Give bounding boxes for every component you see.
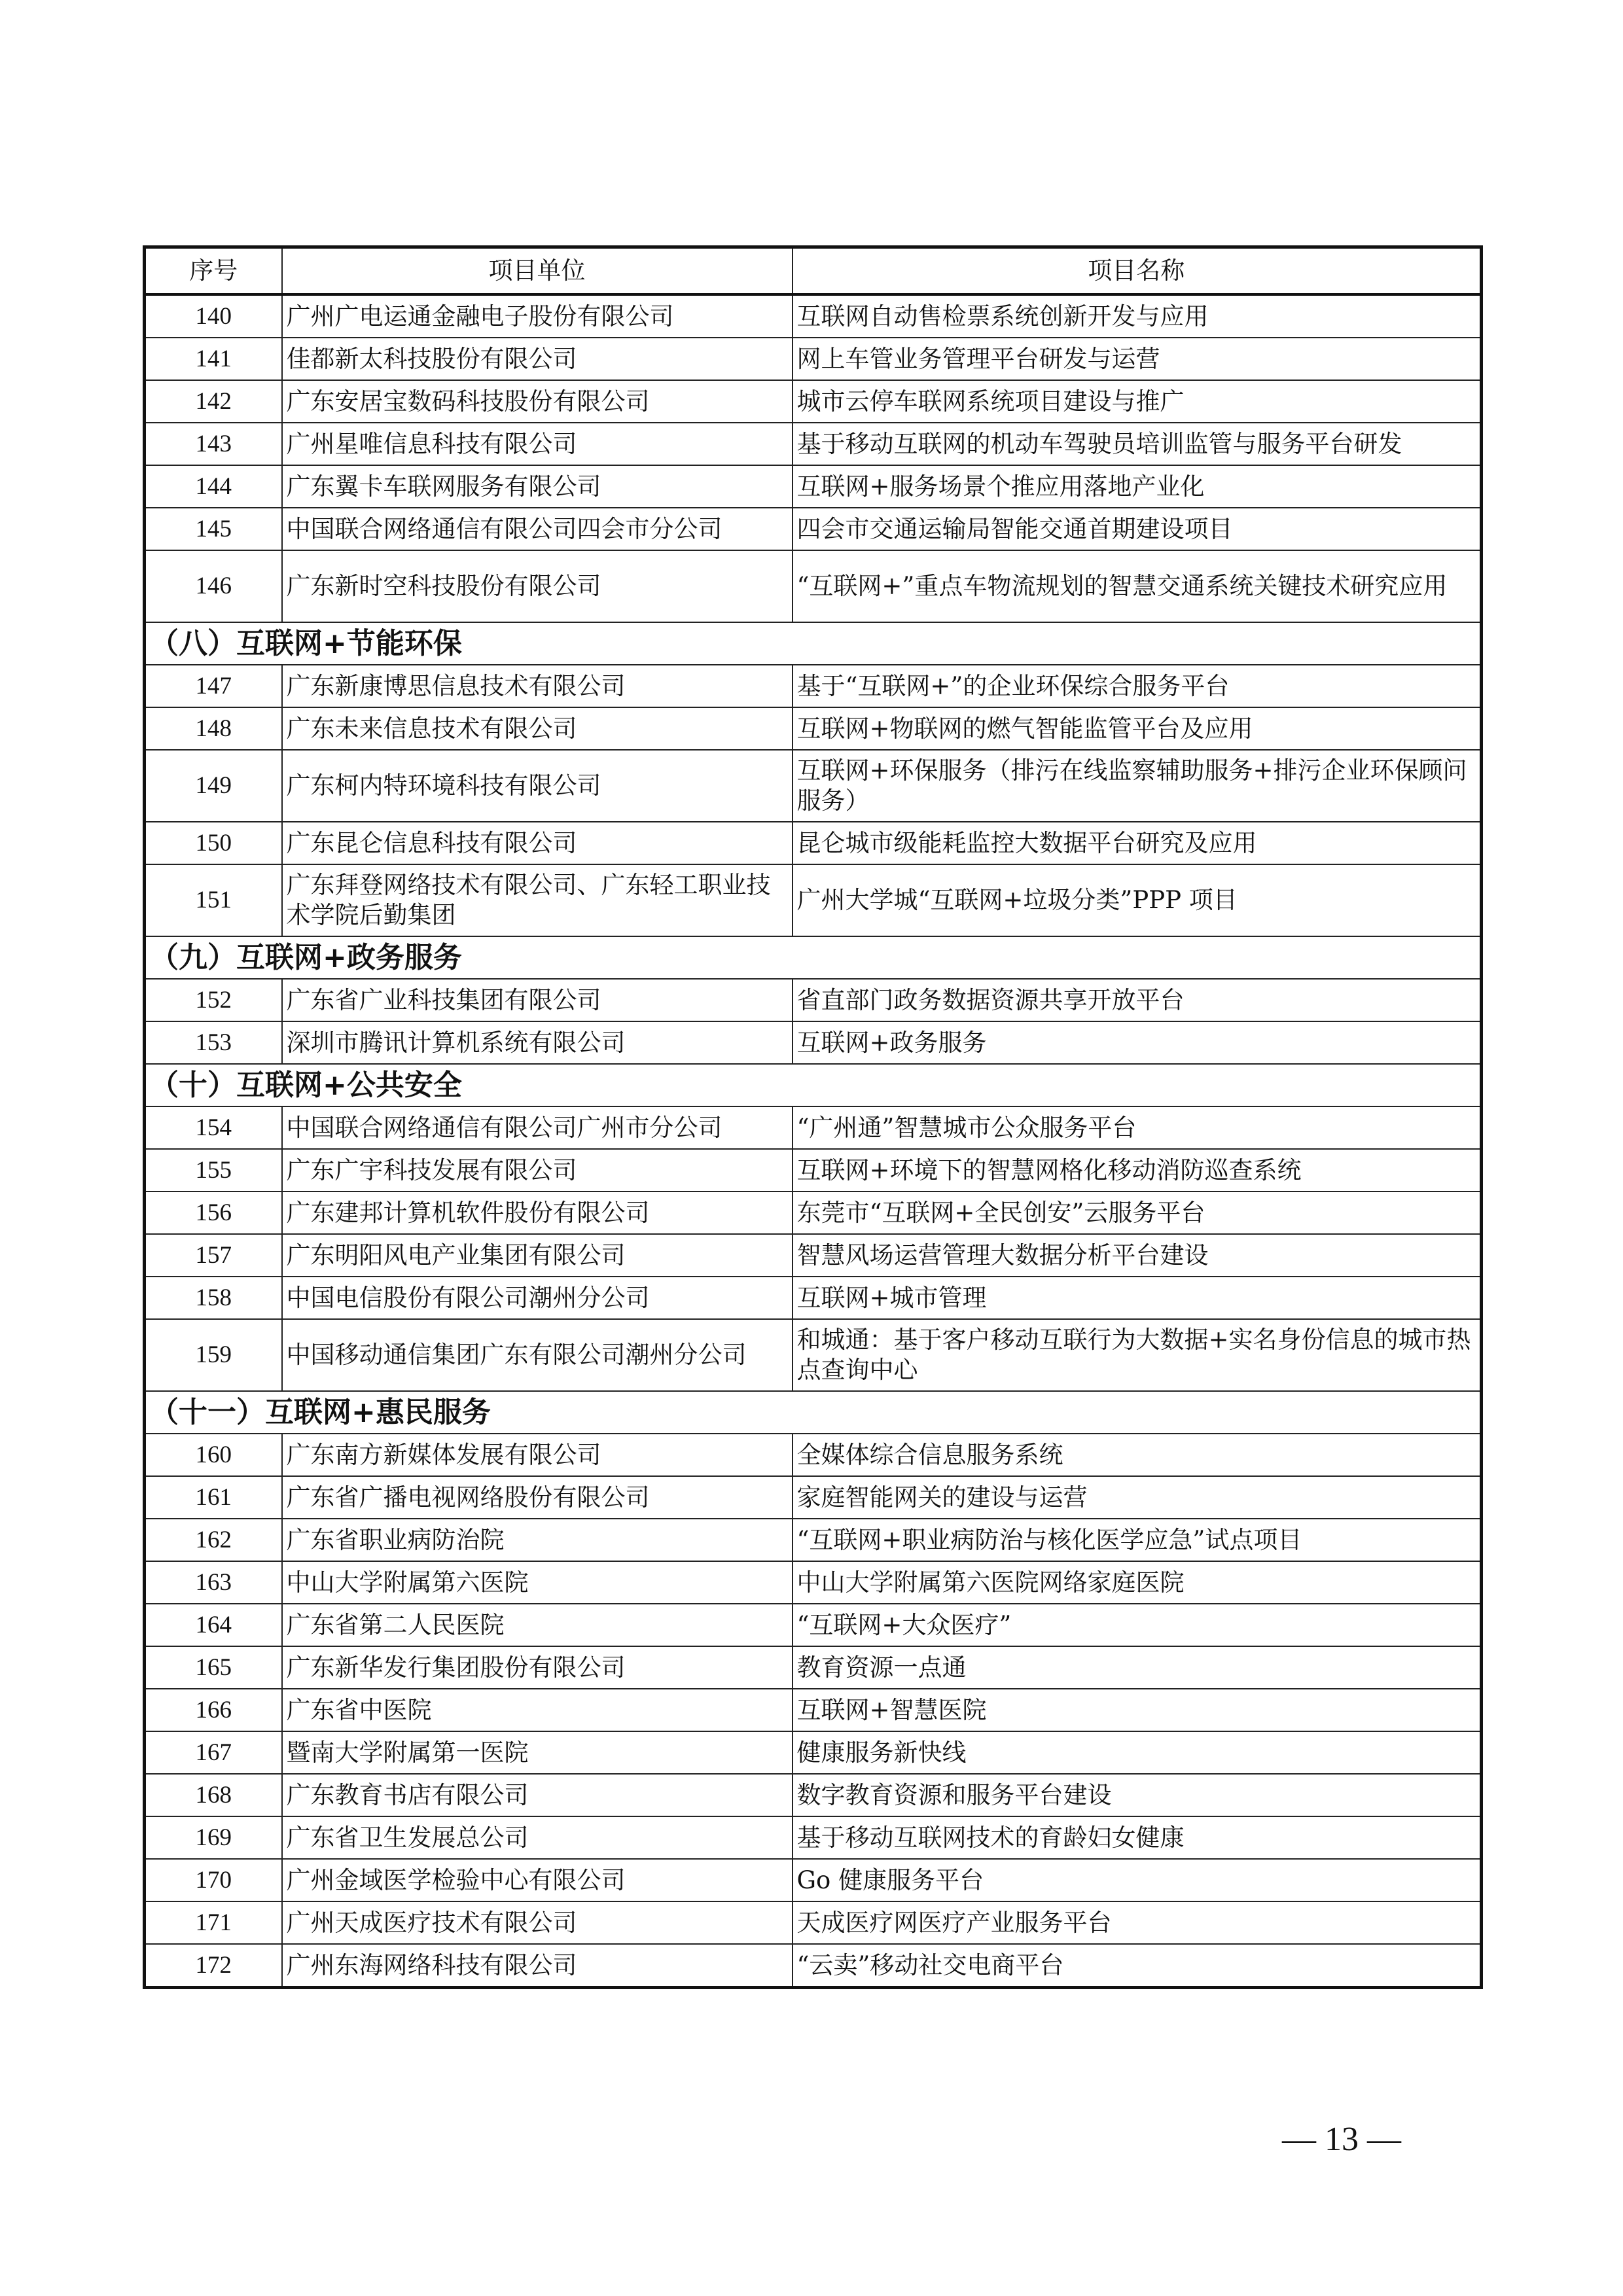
serial-number-cell: 167 [145, 1731, 282, 1774]
project-name-cell: 四会市交通运输局智能交通首期建设项目 [793, 508, 1482, 550]
project-name-cell: 数字教育资源和服务平台建设 [793, 1774, 1482, 1816]
section-title: （十）互联网+公共安全 [145, 1064, 1482, 1106]
serial-number-cell: 154 [145, 1106, 282, 1149]
section-header-row [145, 936, 1482, 979]
project-name-cell: 教育资源一点通 [793, 1646, 1482, 1689]
table-row [145, 1149, 1482, 1192]
table-row [145, 979, 1482, 1021]
project-unit-cell: 广东南方新媒体发展有限公司 [282, 1434, 793, 1476]
table-row [145, 1434, 1482, 1476]
project-unit-cell: 广东省中医院 [282, 1689, 793, 1731]
project-name-cell: “互联网+大众医疗” [793, 1604, 1482, 1646]
project-unit-cell: 广东省职业病防治院 [282, 1519, 793, 1561]
header-serial: 序号 [145, 247, 282, 295]
project-unit-cell: 广东柯内特环境科技有限公司 [282, 750, 793, 822]
serial-number-cell: 170 [145, 1859, 282, 1901]
serial-number-cell: 149 [145, 750, 282, 822]
project-name-cell: 广州大学城“互联网+垃圾分类”PPP 项目 [793, 864, 1482, 936]
project-name-cell: 全媒体综合信息服务系统 [793, 1434, 1482, 1476]
section-title: （十一）互联网+惠民服务 [145, 1391, 1482, 1434]
serial-number-cell: 153 [145, 1021, 282, 1064]
project-name-cell: Go 健康服务平台 [793, 1859, 1482, 1901]
project-name-cell: 互联网+智慧医院 [793, 1689, 1482, 1731]
project-unit-cell: 中国移动通信集团广东有限公司潮州分公司 [282, 1319, 793, 1391]
table-row [145, 423, 1482, 465]
project-unit-cell: 广东省卫生发展总公司 [282, 1816, 793, 1859]
table-row [145, 1944, 1482, 1988]
table-row [145, 1192, 1482, 1234]
table-row [145, 1689, 1482, 1731]
serial-number-cell: 141 [145, 338, 282, 380]
serial-number-cell: 151 [145, 864, 282, 936]
project-unit-cell: 广东新康博思信息技术有限公司 [282, 665, 793, 707]
table-row [145, 1731, 1482, 1774]
table-row [145, 465, 1482, 508]
table-row [145, 1901, 1482, 1944]
serial-number-cell: 152 [145, 979, 282, 1021]
table-row [145, 1519, 1482, 1561]
section-title: （八）互联网+节能环保 [145, 622, 1482, 665]
serial-number-cell: 163 [145, 1561, 282, 1604]
project-unit-cell: 广东省第二人民医院 [282, 1604, 793, 1646]
table-row [145, 550, 1482, 622]
serial-number-cell: 157 [145, 1234, 282, 1277]
table-row [145, 1774, 1482, 1816]
project-name-cell: 基于“互联网+”的企业环保综合服务平台 [793, 665, 1482, 707]
serial-number-cell: 155 [145, 1149, 282, 1192]
table-row [145, 1277, 1482, 1319]
serial-number-cell: 147 [145, 665, 282, 707]
table-row [145, 750, 1482, 822]
project-name-cell: “云卖”移动社交电商平台 [793, 1944, 1482, 1988]
serial-number-cell: 172 [145, 1944, 282, 1988]
header-unit: 项目单位 [282, 247, 793, 295]
project-name-cell: 互联网+环保服务（排污在线监察辅助服务+排污企业环保顾问服务） [793, 750, 1482, 822]
table-row [145, 665, 1482, 707]
project-unit-cell: 广东新华发行集团股份有限公司 [282, 1646, 793, 1689]
project-name-cell: 家庭智能网关的建设与运营 [793, 1476, 1482, 1519]
table-row [145, 822, 1482, 864]
serial-number-cell: 162 [145, 1519, 282, 1561]
table-row [145, 1319, 1482, 1391]
table-row [145, 864, 1482, 936]
project-unit-cell: 中国电信股份有限公司潮州分公司 [282, 1277, 793, 1319]
project-unit-cell: 广州星唯信息科技有限公司 [282, 423, 793, 465]
table-row [145, 707, 1482, 750]
project-name-cell: 省直部门政务数据资源共享开放平台 [793, 979, 1482, 1021]
table-row [145, 1816, 1482, 1859]
table-row [145, 380, 1482, 423]
serial-number-cell: 160 [145, 1434, 282, 1476]
header-project-name: 项目名称 [793, 247, 1482, 295]
project-unit-cell: 深圳市腾讯计算机系统有限公司 [282, 1021, 793, 1064]
serial-number-cell: 166 [145, 1689, 282, 1731]
project-name-cell: 互联网+政务服务 [793, 1021, 1482, 1064]
serial-number-cell: 156 [145, 1192, 282, 1234]
project-unit-cell: 广东明阳风电产业集团有限公司 [282, 1234, 793, 1277]
serial-number-cell: 165 [145, 1646, 282, 1689]
serial-number-cell: 171 [145, 1901, 282, 1944]
table-row [145, 1859, 1482, 1901]
section-title: （九）互联网+政务服务 [145, 936, 1482, 979]
serial-number-cell: 169 [145, 1816, 282, 1859]
project-name-cell: 东莞市“互联网+全民创安”云服务平台 [793, 1192, 1482, 1234]
project-name-cell: “互联网+职业病防治与核化医学应急”试点项目 [793, 1519, 1482, 1561]
table-body [145, 294, 1482, 1988]
serial-number-cell: 168 [145, 1774, 282, 1816]
project-name-cell: “广州通”智慧城市公众服务平台 [793, 1106, 1482, 1149]
project-unit-cell: 广东省广播电视网络股份有限公司 [282, 1476, 793, 1519]
serial-number-cell: 158 [145, 1277, 282, 1319]
table-header-row [145, 247, 1482, 295]
table-row [145, 1234, 1482, 1277]
project-name-cell: 城市云停车联网系统项目建设与推广 [793, 380, 1482, 423]
project-unit-cell: 广东翼卡车联网服务有限公司 [282, 465, 793, 508]
project-unit-cell: 佳都新太科技股份有限公司 [282, 338, 793, 380]
project-name-cell: 互联网+环境下的智慧网格化移动消防巡查系统 [793, 1149, 1482, 1192]
project-unit-cell: 广东建邦计算机软件股份有限公司 [282, 1192, 793, 1234]
serial-number-cell: 140 [145, 294, 282, 338]
project-name-cell: 基于移动互联网技术的育龄妇女健康 [793, 1816, 1482, 1859]
serial-number-cell: 150 [145, 822, 282, 864]
project-name-cell: 互联网+物联网的燃气智能监管平台及应用 [793, 707, 1482, 750]
project-unit-cell: 广东未来信息技术有限公司 [282, 707, 793, 750]
project-unit-cell: 广州金域医学检验中心有限公司 [282, 1859, 793, 1901]
project-unit-cell: 广东省广业科技集团有限公司 [282, 979, 793, 1021]
project-name-cell: 互联网自动售检票系统创新开发与应用 [793, 294, 1482, 338]
project-table [143, 245, 1483, 1989]
section-header-row [145, 1391, 1482, 1434]
serial-number-cell: 159 [145, 1319, 282, 1391]
project-unit-cell: 广东拜登网络技术有限公司、广东轻工职业技术学院后勤集团 [282, 864, 793, 936]
project-unit-cell: 广东安居宝数码科技股份有限公司 [282, 380, 793, 423]
table-row [145, 1561, 1482, 1604]
project-name-cell: 和城通：基于客户移动互联行为大数据+实名身份信息的城市热点查询中心 [793, 1319, 1482, 1391]
project-unit-cell: 中山大学附属第六医院 [282, 1561, 793, 1604]
project-name-cell: 网上车管业务管理平台研发与运营 [793, 338, 1482, 380]
project-unit-cell: 广东教育书店有限公司 [282, 1774, 793, 1816]
table-row [145, 508, 1482, 550]
table-row [145, 294, 1482, 338]
project-name-cell: 智慧风场运营管理大数据分析平台建设 [793, 1234, 1482, 1277]
project-unit-cell: 广东昆仑信息科技有限公司 [282, 822, 793, 864]
project-unit-cell: 广州东海网络科技有限公司 [282, 1944, 793, 1988]
table-row [145, 1106, 1482, 1149]
project-name-cell: 中山大学附属第六医院网络家庭医院 [793, 1561, 1482, 1604]
project-unit-cell: 广州广电运通金融电子股份有限公司 [282, 294, 793, 338]
project-name-cell: 健康服务新快线 [793, 1731, 1482, 1774]
project-unit-cell: 中国联合网络通信有限公司四会市分公司 [282, 508, 793, 550]
table-row [145, 1646, 1482, 1689]
serial-number-cell: 142 [145, 380, 282, 423]
serial-number-cell: 145 [145, 508, 282, 550]
table-row [145, 338, 1482, 380]
table-row [145, 1021, 1482, 1064]
project-name-cell: 天成医疗网医疗产业服务平台 [793, 1901, 1482, 1944]
project-unit-cell: 暨南大学附属第一医院 [282, 1731, 793, 1774]
section-header-row [145, 1064, 1482, 1106]
serial-number-cell: 164 [145, 1604, 282, 1646]
project-unit-cell: 广东广宇科技发展有限公司 [282, 1149, 793, 1192]
serial-number-cell: 146 [145, 550, 282, 622]
project-unit-cell: 广州天成医疗技术有限公司 [282, 1901, 793, 1944]
section-header-row [145, 622, 1482, 665]
serial-number-cell: 143 [145, 423, 282, 465]
page-number: — 13 — [1282, 2121, 1401, 2158]
project-unit-cell: 广东新时空科技股份有限公司 [282, 550, 793, 622]
project-name-cell: 昆仑城市级能耗监控大数据平台研究及应用 [793, 822, 1482, 864]
project-unit-cell: 中国联合网络通信有限公司广州市分公司 [282, 1106, 793, 1149]
serial-number-cell: 148 [145, 707, 282, 750]
project-name-cell: 基于移动互联网的机动车驾驶员培训监管与服务平台研发 [793, 423, 1482, 465]
project-name-cell: 互联网+服务场景个推应用落地产业化 [793, 465, 1482, 508]
table-row [145, 1604, 1482, 1646]
table-row [145, 1476, 1482, 1519]
serial-number-cell: 144 [145, 465, 282, 508]
project-name-cell: “互联网+”重点车物流规划的智慧交通系统关键技术研究应用 [793, 550, 1482, 622]
project-name-cell: 互联网+城市管理 [793, 1277, 1482, 1319]
serial-number-cell: 161 [145, 1476, 282, 1519]
